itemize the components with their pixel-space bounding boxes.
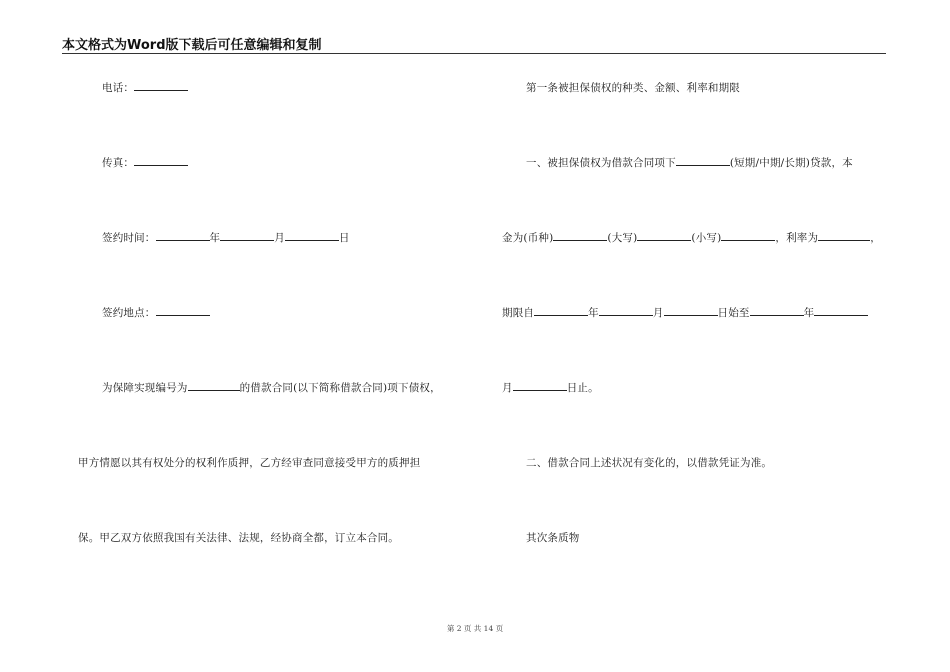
phone-label: 电话： <box>102 82 135 94</box>
l4-text-b: 日止。 <box>566 382 599 394</box>
l2-text-a: 金为(币种) <box>502 232 554 244</box>
sign-time-label: 签约时间： <box>102 232 156 244</box>
year-label: 年 <box>209 232 221 244</box>
paragraph-3: 保。甲乙双方依照我国有关法律、法规，经协商全都，订立本合同。 <box>78 532 399 544</box>
article-1-line-2 <box>502 230 881 245</box>
l3-text-a: 期限自 <box>502 307 535 319</box>
article-1-line-1 <box>526 155 853 170</box>
interest-rate-blank <box>818 231 870 241</box>
l2-text-c: (小写) <box>691 232 722 244</box>
article-1-title: 第一条被担保债权的种类、金额、利率和期限 <box>526 82 740 94</box>
l2-text-e: ， <box>870 232 881 244</box>
l1-text-b: (短期/中期/长期)贷款，本 <box>729 157 853 169</box>
sign-day-blank <box>285 231 339 241</box>
amount-words-blank <box>637 231 691 241</box>
article-1-clause-2: 二、借款合同上述状况有变化的，以借款凭证为准。 <box>526 457 773 469</box>
day-label: 日 <box>338 232 350 244</box>
start-month-blank <box>599 306 653 316</box>
contract-number-blank <box>188 381 240 391</box>
sign-month-blank <box>220 231 274 241</box>
l3-text-b: 年 <box>588 307 599 319</box>
loan-type-blank <box>676 156 730 166</box>
end-year-blank <box>750 306 804 316</box>
phone-line <box>102 80 188 95</box>
article-1-line-3 <box>502 305 868 320</box>
l3-text-d: 日始至 <box>717 307 750 319</box>
sign-time-line <box>102 230 350 245</box>
phone-blank <box>134 81 188 91</box>
header-divider <box>62 53 886 54</box>
month-label: 月 <box>274 232 285 244</box>
sign-place-blank <box>156 306 210 316</box>
l4-text-a: 月 <box>502 382 513 394</box>
sign-year-blank <box>156 231 210 241</box>
start-year-blank <box>534 306 588 316</box>
l2-text-d: ，利率为 <box>775 232 819 244</box>
end-month-blank <box>814 306 868 316</box>
article-2-title: 其次条质物 <box>526 532 580 544</box>
l3-text-e: 年 <box>803 307 815 319</box>
article-1-line-4 <box>502 380 599 395</box>
currency-blank <box>553 231 607 241</box>
start-day-blank <box>664 306 718 316</box>
l2-text-b: (大写) <box>607 232 638 244</box>
sign-place-line <box>102 305 210 320</box>
fax-line <box>102 155 188 170</box>
l3-text-c: 月 <box>652 307 664 319</box>
p1-text-b: 的借款合同(以下简称借款合同)项下债权， <box>239 382 441 394</box>
paragraph-2: 甲方情愿以其有权处分的权利作质押，乙方经审查同意接受甲方的质押担 <box>78 457 421 469</box>
fax-label: 传真： <box>102 157 135 169</box>
p1-text-a: 为保障实现编号为 <box>102 382 188 394</box>
fax-blank <box>134 156 188 166</box>
paragraph-1 <box>102 380 441 395</box>
page-number: 第 2 页 共 14 页 <box>446 624 504 633</box>
l1-text-a: 一、被担保债权为借款合同项下 <box>526 157 676 169</box>
amount-figures-blank <box>721 231 775 241</box>
end-day-blank <box>513 381 567 391</box>
sign-place-label: 签约地点： <box>102 307 156 319</box>
document-header-title: 本文格式为Word版下载后可任意编辑和复制 <box>62 38 322 53</box>
